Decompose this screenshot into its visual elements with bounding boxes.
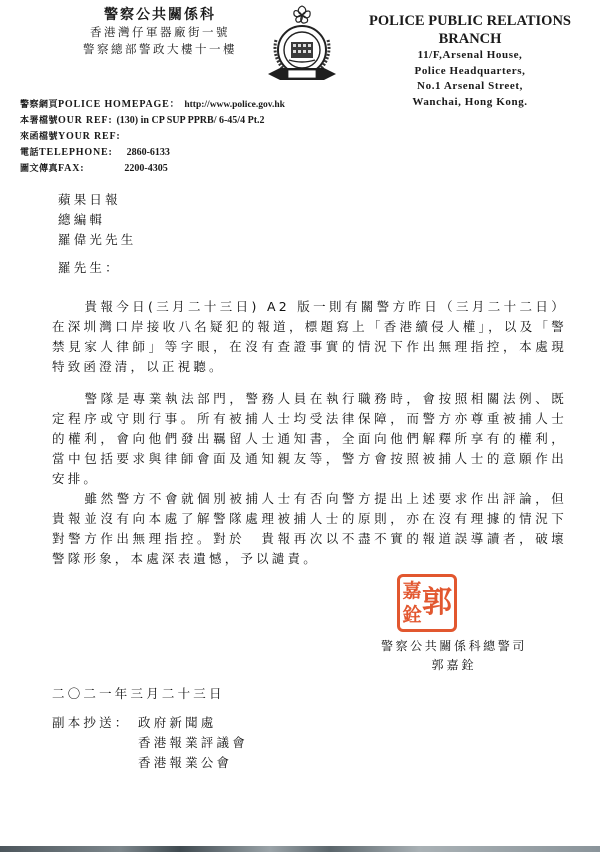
address-en-line-2: Police Headquarters, (414, 64, 526, 77)
paragraph-text: 雖然警方不會就個別被捕人士有否向警方提出上述要求作出評論，但 貴報並沒有向本處了解警隊處理被捕人士的原則，亦在沒有理據的情況下對警方作出無理指控。對於 貴報再次以不盡不實的報道誤導讀者，破壞警隊形象，本處深表遺憾，予以譴責。 (52, 491, 583, 566)
ref-label-zh: 電話 (20, 148, 40, 158)
signature-block (364, 637, 544, 675)
cc-list (138, 713, 248, 773)
ref-label-en: OUR REF: (58, 115, 113, 126)
seal-char: 郭 (422, 585, 452, 620)
paragraph-text: 警隊是專業執法部門，警務人員在執行職務時，會按照相關法例、既定程序或守則行事。所有被捕人士均受法律保障，而警方亦尊重被捕人士的權利，會向他們發出羈留人士通知書，全面向他們解釋所享有的權利，當中包括要求與律師會面及通知親友等，警方會按照被捕人士的意願作出安排。 (52, 391, 567, 486)
ref-label-zh: 來函檔號 (20, 132, 59, 142)
reference-block (20, 97, 285, 177)
homepage-link[interactable]: http://www.police.gov.hk (184, 100, 285, 110)
org-name-zh: 警察公共關係科 (104, 7, 216, 23)
address-en-line-4: Wanchai, Hong Kong. (412, 95, 528, 108)
ref-label-en: TELEPHONE: (39, 147, 113, 158)
fax-value: 2200-4305 (124, 163, 168, 174)
ref-telephone (20, 145, 285, 161)
cc-label: 副本抄送： (52, 715, 131, 730)
recipient-title: 總編輯 (58, 212, 106, 227)
body-paragraph-1 (52, 297, 567, 377)
signatory-title: 警察公共關係科總警司 (380, 639, 527, 653)
ref-label-en: POLICE HOMEPAGE： (58, 99, 181, 110)
body-paragraph-2 (52, 389, 567, 489)
paragraph-text: 貴報今日(三月二十三日) A2 版一則有關警方昨日（三月二十二日）在深圳灣口岸接收八名疑犯的報道，標題寫上「香港續侵人權」，以及「警禁見家人律師」等字眼，在沒有查證事實的情況下作出無理指控，本處現特致函澄清，以正視聽。 (52, 299, 567, 374)
ref-label-en: YOUR REF: (58, 131, 121, 142)
cc-recipient: 香港報業評議會 (138, 735, 248, 750)
ref-fax (20, 161, 285, 177)
cc-recipient: 香港報業公會 (138, 755, 233, 770)
ref-label-zh: 圖文傳真 (20, 164, 59, 174)
letter-date: 二〇二一年三月二十三日 (52, 686, 225, 701)
body-paragraph-3 (52, 489, 583, 569)
ref-our-ref (20, 113, 285, 129)
letterhead-zh (60, 6, 260, 58)
our-ref-value: (130) in CP SUP PPRB/ 6-45/4 Pt.2 (116, 115, 265, 126)
telephone-value: 2860-6133 (126, 147, 170, 158)
recipient-publication: 蘋果日報 (58, 192, 121, 207)
org-name-en: POLICE PUBLIC RELATIONS BRANCH (369, 13, 571, 47)
recipient-name: 羅偉光先生 (58, 232, 137, 247)
address-en-line-3: No.1 Arsenal Street, (417, 80, 523, 92)
cc-block (52, 713, 248, 773)
letterhead-en (345, 12, 595, 110)
police-crest-icon (262, 4, 342, 88)
recipient-block (58, 190, 137, 250)
red-seal-stamp (397, 574, 457, 632)
cc-recipient: 政府新聞處 (138, 715, 217, 730)
address-zh-line-2: 警察總部警政大樓十一樓 (83, 42, 237, 56)
address-en-line-1: 11/F,Arsenal House, (417, 49, 523, 61)
signatory-name: 郭嘉銓 (431, 658, 477, 672)
ref-label-en: FAX: (58, 163, 85, 174)
scanner-edge (0, 846, 600, 852)
salutation: 羅先生： (58, 260, 121, 275)
ref-your-ref (20, 129, 285, 145)
seal-char: 銓 (402, 603, 422, 626)
address-zh-line-1: 香港灣仔軍器廠街一號 (90, 25, 230, 39)
ref-label-zh: 本署檔號 (20, 116, 59, 126)
ref-label-zh: 警察網頁 (20, 100, 59, 110)
seal-char: 嘉 (402, 579, 422, 602)
ref-homepage (20, 97, 285, 113)
